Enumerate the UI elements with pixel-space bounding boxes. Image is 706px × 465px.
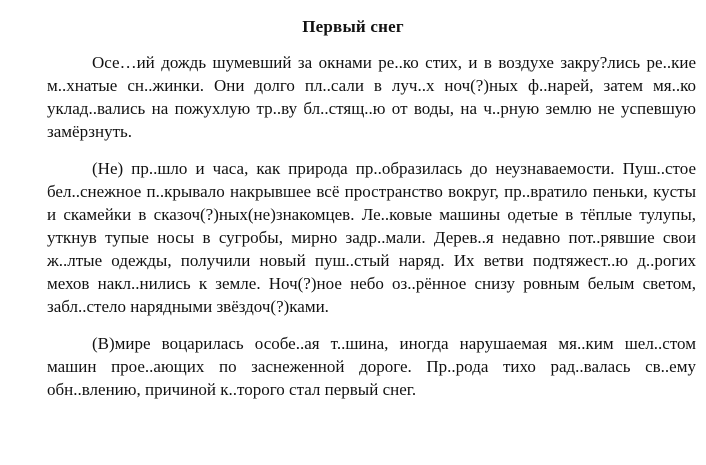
paragraph-1: Осе…ий дождь шумевший за окнами ре..ко стих, и в воздухе закру?лись ре..кие м..хнатые сн..жинки. Они долго пл..сали в луч..х ноч(?)ных ф..нарей, затем мя..ко уклад..вались на пожухлую тр..ву бл..стящ..ю от воды, на ч..рную землю не успевшую замёрзнуть.: [47, 53, 696, 141]
paragraph-2: (Не) пр..шло и часа, как природа пр..образилась до неузнаваемости. Пуш..стое бел..снежное п..крывало накрывшее всё пространство вокруг, пр..вратило пеньки, кусты и скамейки в сказоч(?)ных(не)знакомцев. Ле..ковые машины одетые в тёплые тулупы, уткнув тупые носы в сугробы, мирно задр..мали. Дерев..я недавно пот..рявшие свои ж..лтые одежды, получили новый пуш..стый наряд. Их ветви подтяжест..ю д..рогих мехов накл..нились к земле. Ноч(?)ное небо оз..рённое снизу ровным белым светом, забл..стело нарядными звёздоч(?)ками.: [47, 159, 696, 316]
document-body: [47, 51, 696, 401]
document-title: Первый снег: [302, 17, 404, 36]
paragraph-3: (В)мире воцарилась особе..ая т..шина, иногда нарушаемая мя..ким шел..стом машин прое..ающих по заснеженной дороге. Пр..рода тихо рад..валась св..ему обн..влению, причиной к..торого стал первый снег.: [47, 334, 696, 399]
